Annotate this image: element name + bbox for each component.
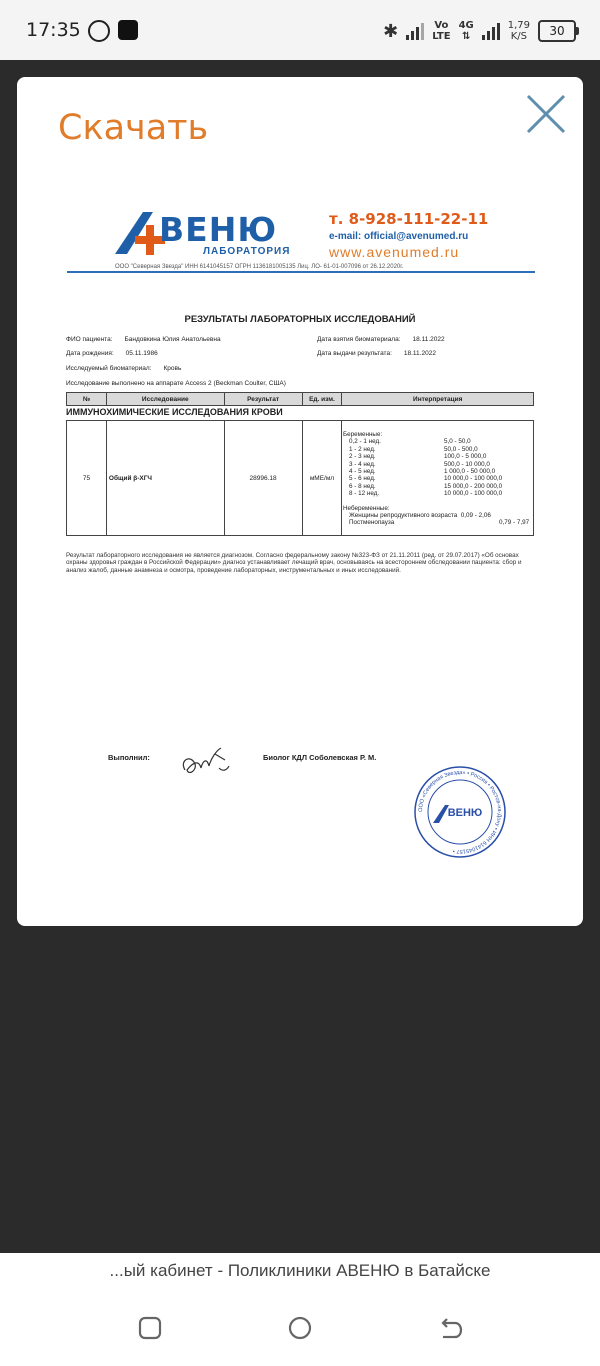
col-number: № (67, 393, 107, 406)
row-number: 75 (67, 421, 107, 536)
interpretation (343, 431, 533, 527)
col-result: Результат (224, 393, 302, 406)
back-icon[interactable] (435, 1313, 465, 1343)
stamp-logo-text: ВЕНЮ (447, 807, 483, 819)
close-icon[interactable] (524, 92, 568, 136)
header-divider (67, 271, 535, 273)
patient-name-value: Бандовкина Юлия Анатольевна (124, 336, 221, 343)
page-title: ...ый кабинет - Поликлиники АВЕНЮ в Батайске (109, 1261, 491, 1280)
patient-name-label: ФИО пациента: (66, 336, 113, 343)
stamp-ring-text: ООО «Северная Звезда» • Россия • Ростов-на-Дону • ИНН 6141045157 • (417, 769, 503, 855)
interp-row: 6 - 8 нед. 15 000,0 - 200 000,0 (349, 482, 503, 490)
biologist-name: Биолог КДЛ Соболевская Р. М. (263, 753, 377, 762)
issue-date-row (317, 350, 436, 357)
patient-name-row (66, 336, 221, 343)
document-title: РЕЗУЛЬТАТЫ ЛАБОРАТОРНЫХ ИССЛЕДОВАНИЙ (184, 314, 416, 325)
interp-row: 4 - 5 нед. 1 000,0 - 50 000,0 (349, 468, 496, 476)
bluetooth-icon: ✱ (383, 20, 399, 42)
biomaterial-value: Кровь (163, 365, 182, 372)
device-line: Исследование выполнено на аппарате Access 2 (Beckman Coulter, США) (66, 380, 286, 387)
phone-number: т. 8-928-111-22-11 (329, 210, 489, 228)
disclaimer-note: Результат лабораторного исследования не является диагнозом. Согласно федеральному закону №323-ФЗ от 21.11.2011 (ред. от 29.07.2017) «Об основах охраны здоровья граждан в Российской Федерации» диагноз устанавливает лечащий врач, основываясь на всестороннем обследовании пациента: сбор и анализ жалоб, данные анамнеза и осмотра, проведение лабораторных, инструментальных и иных исследований. (66, 552, 522, 574)
section-title: ИММУНОХИМИЧЕСКИЕ ИССЛЕДОВАНИЯ КРОВИ (66, 407, 283, 417)
table-header-row (67, 393, 534, 406)
interp-row: 5 - 6 нед. 10 000,0 - 100 000,0 (349, 475, 503, 483)
volte-indicator: Vo LTE (432, 20, 451, 42)
interp-row: 2 - 3 нед. 100,0 - 5 000,0 (349, 453, 487, 461)
whatsapp-icon (88, 20, 110, 42)
pregnant-label: Беременные: (343, 431, 383, 438)
performed-label: Выполнил: (108, 753, 150, 762)
company-details: ООО "Северная Звезда" ИНН 6141045157 ОГРН 1136181005135 Лиц. ЛО- 61-01-007096 от 26.12.2020г. (115, 264, 404, 270)
sample-date-label: Дата взятия биоматериала: (317, 336, 401, 343)
document-viewer-card (17, 77, 583, 926)
birth-date-value: 05.11.1986 (125, 350, 158, 357)
website: www.avenumed.ru (329, 244, 460, 260)
biomaterial-row (66, 365, 181, 372)
interp-row: 3 - 4 нед. 500,0 - 10 000,0 (349, 460, 490, 468)
signal-bars-icon (406, 22, 424, 40)
recent-apps-icon[interactable] (135, 1313, 165, 1343)
status-time: 17:35 (26, 19, 81, 41)
notification-app-icon (118, 20, 138, 40)
issue-date-value: 18.11.2022 (403, 350, 436, 357)
non-pregnant-label: Небеременные: (343, 504, 390, 512)
row-unit: мМЕ/мл (302, 421, 342, 536)
aveny-logo (113, 210, 293, 260)
home-icon[interactable] (285, 1313, 315, 1343)
row-test: Общий β-ХГЧ (106, 421, 224, 536)
interp-row: 8 - 12 нед. 10 000,0 - 100 000,0 (349, 490, 503, 498)
col-interpretation: Интерпретация (342, 393, 534, 406)
logo-text: ВЕНЮ (159, 210, 278, 249)
logo-subtitle: ЛАБОРАТОРИЯ (203, 246, 291, 257)
status-icons (383, 18, 576, 44)
interp-row: 1 - 2 нед. 50,0 - 500,0 (349, 445, 478, 453)
email-address: e-mail: official@avenumed.ru (329, 231, 469, 242)
download-button[interactable]: Скачать (58, 108, 209, 148)
sample-date-row (317, 336, 445, 343)
birth-date-label: Дата рождения: (66, 350, 114, 357)
col-test: Исследование (106, 393, 224, 406)
sample-date-value: 18.11.2022 (412, 336, 445, 343)
signature-image (175, 740, 235, 784)
status-bar (0, 0, 600, 60)
interp-row: 0,2 - 1 нед. 5,0 - 50,0 (349, 438, 471, 446)
col-unit: Ед. изм. (302, 393, 342, 406)
bottom-bar (0, 1253, 600, 1366)
row-result: 28996.18 (224, 421, 302, 536)
lab-stamp (413, 765, 507, 859)
issue-date-label: Дата выдачи результата: (317, 350, 392, 357)
signal-bars-icon-2 (482, 22, 500, 40)
network-4g-indicator: 4G ⇅ (458, 20, 474, 42)
interp-row: Постменопауза 0,79 - 7,97 (349, 519, 530, 527)
battery-icon: 30 (538, 20, 576, 42)
interp-row: Женщины репродуктивного возраста 0,09 - 2,06 (349, 512, 491, 520)
birth-date-row (66, 350, 158, 357)
contact-block (329, 210, 488, 260)
biomaterial-label: Исследуемый биоматериал: (66, 365, 152, 372)
net-speed: 1,79 K/S (507, 20, 530, 42)
